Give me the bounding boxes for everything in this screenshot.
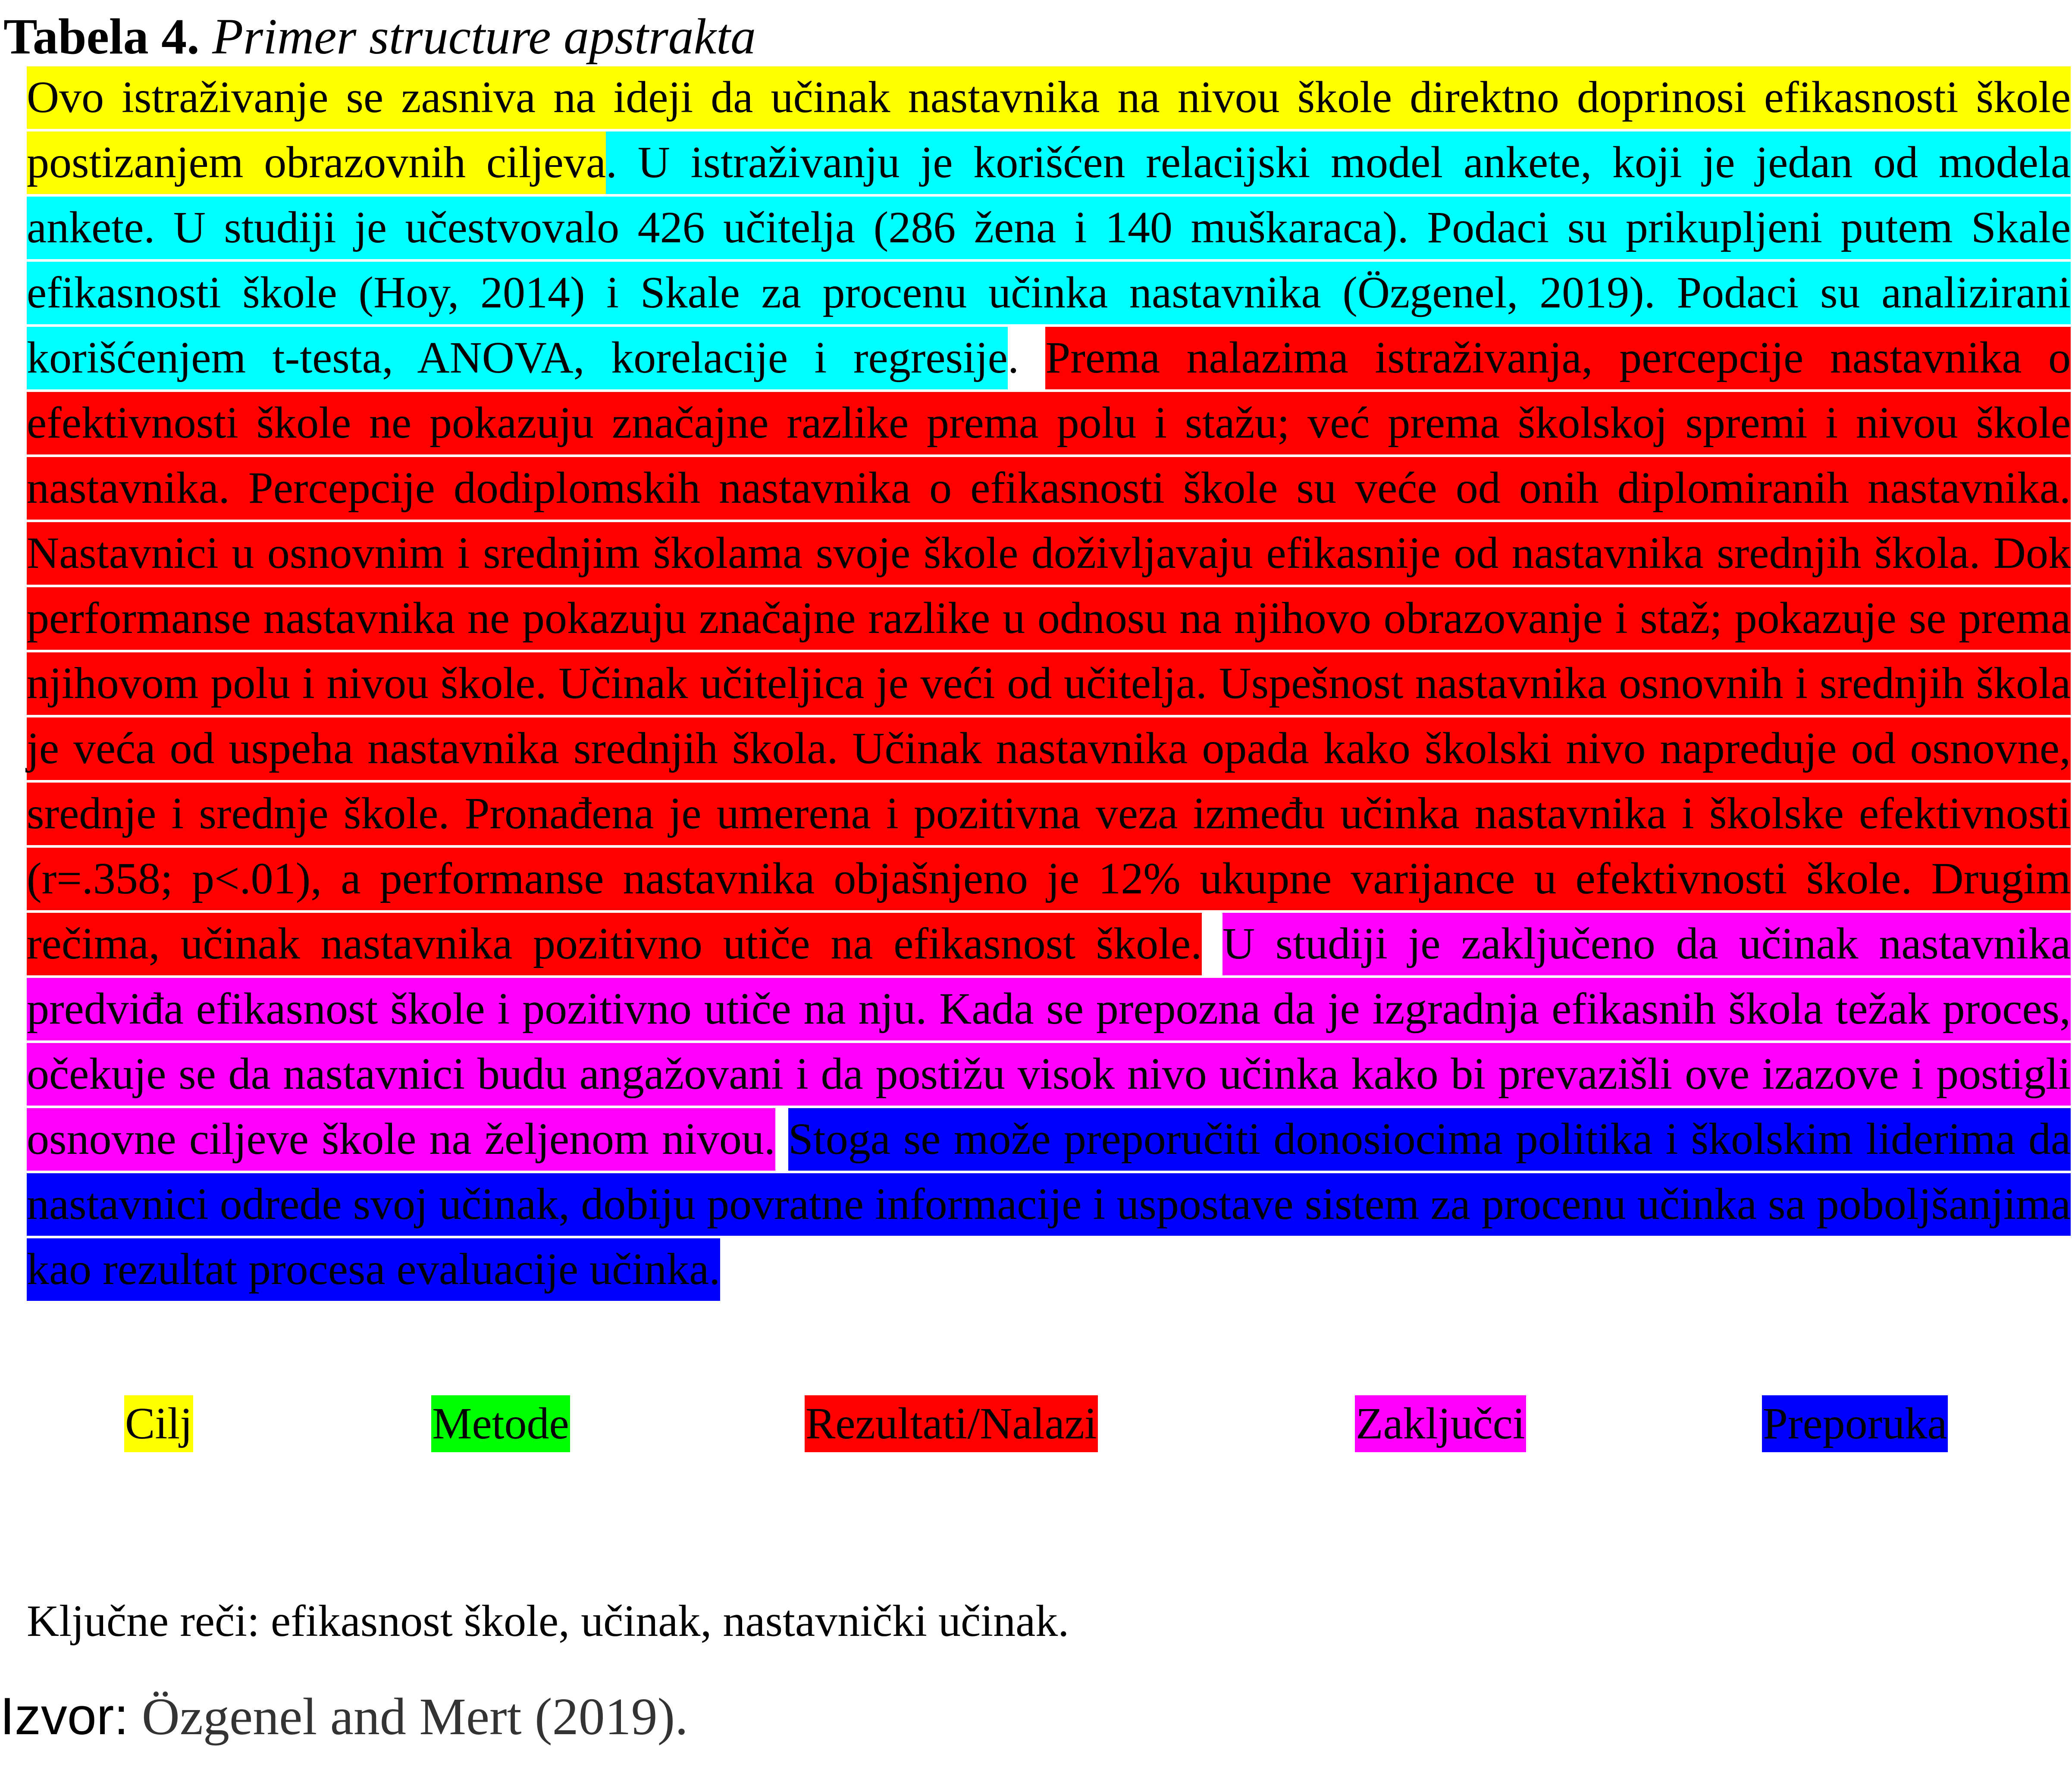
- legend-method: Metode: [431, 1395, 570, 1452]
- source-line: [0, 1682, 688, 1751]
- caption-title: Primer structure apstrakta: [212, 8, 756, 65]
- table-caption: [3, 4, 756, 69]
- legend-aim: Cilj: [124, 1395, 193, 1452]
- abstract-recommendation-segment: Stoga se može preporučiti donosiocima politika i školskim liderima da nastavnici odrede svoj učinak, dobiju povratne informacije i uspostave sistem za procenu učinka sa poboljšanjima kao rezultat procesa evaluacije učinka.: [27, 1108, 2071, 1301]
- legend-recommendation: Preporuka: [1762, 1395, 1948, 1452]
- abstract-method-lead: .: [606, 132, 617, 194]
- keywords-line: Ključne reči: efikasnost škole, učinak, nastavnički učinak.: [27, 1596, 1069, 1646]
- legend-results: Rezultati/Nalazi: [805, 1395, 1098, 1452]
- source-label: Izvor:: [0, 1687, 129, 1745]
- abstract-aim-segment: Ovo istraživanje se zasniva na ideji da učinak nastavnika na nivou škole direktno doprinosi efikasnosti škole postizanjem obrazovnih ciljeva: [27, 66, 2071, 194]
- abstract-method-segment: U istraživanju je korišćen relacijski model ankete, koji je jedan od modela ankete. U studiji je učestvovalo 426 učitelja (286 žena i 140 muškaraca). Podaci su prikupljeni putem Skale efikasnosti škole (Hoy, 2014) i Skale za procenu učinka nastavnika (Özgenel, 2019). Podaci su analizirani korišćenjem t-testa, ANOVA, korelacije i regresije: [27, 132, 2071, 389]
- abstract-method-tail: .: [1007, 333, 1046, 382]
- source-citation: Özgenel and Mert (2019).: [129, 1688, 688, 1746]
- abstract-text: [27, 65, 2071, 1302]
- abstract-conclusions-segment: U studiji je zaključeno da učinak nastavnika predviđa efikasnost škole i pozitivno utiče na nju. Kada se prepozna da je izgradnja efikasnih škola težak proces, očekuje se da nastavnici budu angažovani i da postižu visok nivo učinka kako bi prevazišli ove izazove i postigli osnovne ciljeve škole na željenom nivou.: [27, 913, 2071, 1171]
- abstract-results-segment: Prema nalazima istraživanja, percepcije nastavnika o efektivnosti škole ne pokazuju značajne razlike prema polu i stažu; već prema školskoj spremi i nivou škole nastavnika. Percepcije dodiplomskih nastavnika o efikasnosti škole su veće od onih diplomiranih nastavnika. Nastavnici u osnovnim i srednjim školama svoje škole doživljavaju efikasnije od nastavnika srednjih škola. Dok performanse nastavnika ne pokazuju značajne razlike u odnosu na njihovo obrazovanje i staž; pokazuje se prema njihovom polu i nivou škole. Učinak učiteljica je veći od učitelja. Uspešnost nastavnika osnovnih i srednjih škola je veća od uspeha nastavnika srednjih škola. Učinak nastavnika opada kako školski nivo napreduje od osnovne, srednje i srednje škole. Pronađena je umerena i pozitivna veza između učinka nastavnika i školske efektivnosti (r=.358; p<.01), a performanse nastavnika objašnjeno je 12% ukupne varijance u efektivnosti škole. Drugim rečima, učinak nastavnika pozitivno utiče na efikasnost škole.: [27, 327, 2071, 975]
- caption-label: Tabela 4.: [3, 8, 200, 65]
- legend-conclusions: Zaključci: [1355, 1395, 1526, 1452]
